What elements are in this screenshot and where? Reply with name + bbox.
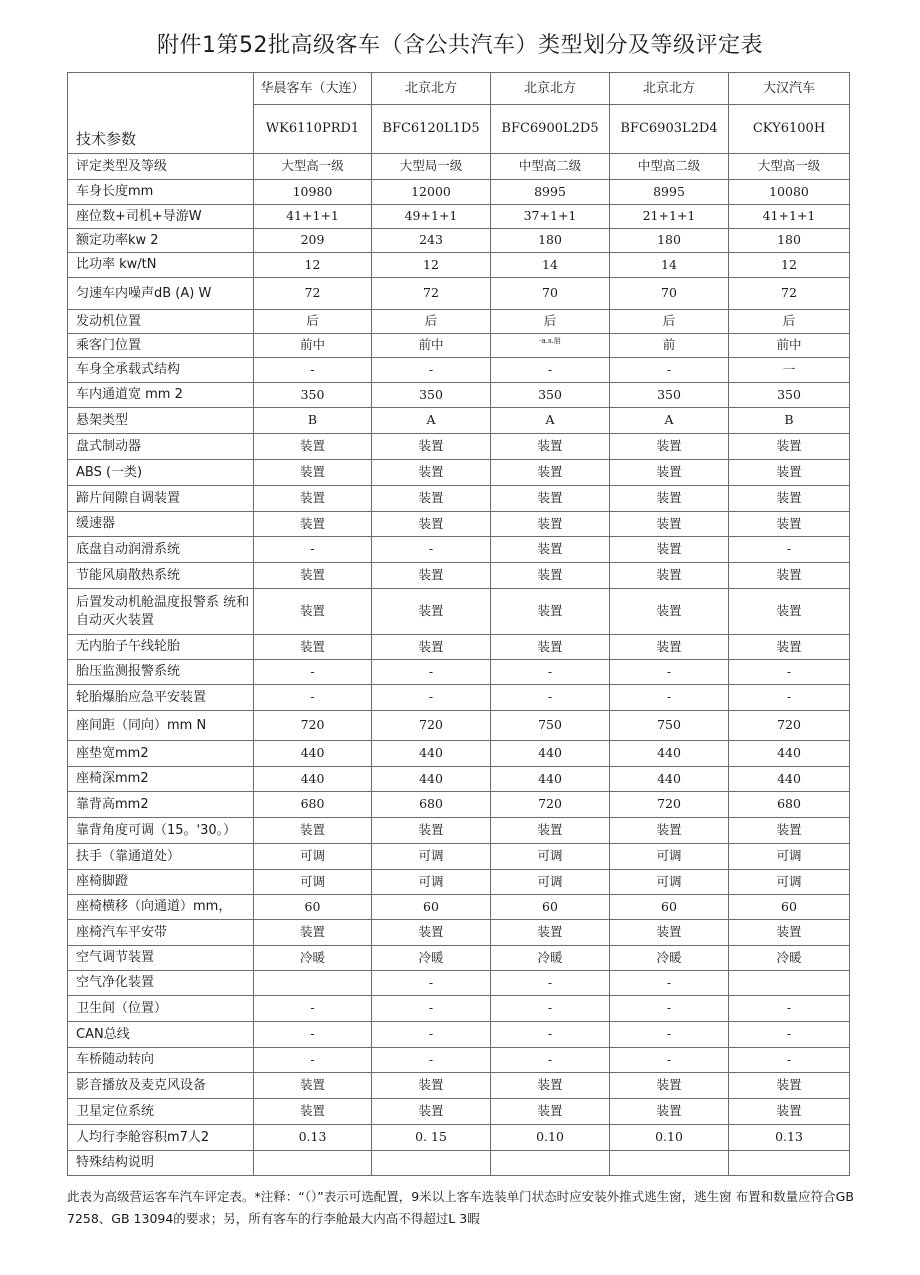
- value-cell: A: [491, 408, 610, 434]
- value-cell: 440: [610, 767, 729, 792]
- row-label: 缓速器: [68, 512, 254, 537]
- table-row: [68, 486, 850, 512]
- value-cell: 680: [254, 792, 372, 818]
- row-label: 特殊结构说明: [68, 1151, 254, 1176]
- value-cell: 12000: [372, 180, 491, 205]
- value-cell: 前中: [729, 334, 850, 358]
- value-cell: 装置: [372, 1099, 491, 1125]
- value-cell: 后: [610, 310, 729, 334]
- value-cell: 装置: [729, 1099, 850, 1125]
- model-cell: CKY6100H: [729, 105, 850, 154]
- value-cell: 一: [729, 358, 850, 383]
- table-row: [68, 711, 850, 741]
- value-cell: 可调: [729, 870, 850, 895]
- value-cell: 0.10: [491, 1125, 610, 1151]
- row-label: 胎压监测报警系统: [68, 660, 254, 685]
- value-cell: 72: [254, 278, 372, 310]
- value-cell: 720: [610, 792, 729, 818]
- value-cell: -: [372, 685, 491, 711]
- table-row: [68, 512, 850, 537]
- value-cell: B: [254, 408, 372, 434]
- row-label: 车身全承载式结构: [68, 358, 254, 383]
- value-cell: 440: [491, 741, 610, 767]
- value-cell: 750: [491, 711, 610, 741]
- value-cell: 350: [491, 383, 610, 408]
- value-cell: 可调: [372, 870, 491, 895]
- value-cell: 60: [372, 895, 491, 920]
- value-cell: 装置: [491, 1073, 610, 1099]
- row-label: 车桥随动转向: [68, 1048, 254, 1073]
- table-row: [68, 334, 850, 358]
- value-cell: -: [491, 358, 610, 383]
- value-cell: 装置: [491, 1099, 610, 1125]
- value-cell: 14: [491, 253, 610, 278]
- table-row: [68, 1125, 850, 1151]
- value-cell: 装置: [491, 460, 610, 486]
- value-cell: -: [254, 537, 372, 563]
- row-label: 人均行李舱容积m7人2: [68, 1125, 254, 1151]
- table-row: [68, 310, 850, 334]
- value-cell: 装置: [491, 920, 610, 946]
- value-cell: 680: [372, 792, 491, 818]
- value-cell: 装置: [729, 818, 850, 844]
- manufacturer-cell: 大汉汽车: [729, 73, 850, 105]
- value-cell: 装置: [254, 589, 372, 635]
- value-cell: 装置: [372, 920, 491, 946]
- value-cell: -: [254, 660, 372, 685]
- value-cell: 0.10: [610, 1125, 729, 1151]
- value-cell: 21+1+1: [610, 205, 729, 229]
- value-cell: 装置: [254, 1099, 372, 1125]
- param-header: 技术参数: [68, 73, 254, 154]
- value-cell: 装置: [610, 563, 729, 589]
- value-cell: 装置: [372, 818, 491, 844]
- value-cell: 可调: [254, 844, 372, 870]
- table-row: [68, 278, 850, 310]
- table-row: [68, 434, 850, 460]
- value-cell: -: [372, 971, 491, 996]
- model-cell: BFC6120L1D5: [372, 105, 491, 154]
- value-cell: 可调: [372, 844, 491, 870]
- value-cell: -: [610, 685, 729, 711]
- value-cell: 装置: [254, 818, 372, 844]
- table-row: [68, 1151, 850, 1176]
- value-cell: 装置: [610, 1073, 729, 1099]
- value-cell: 12: [254, 253, 372, 278]
- value-cell: 可调: [610, 844, 729, 870]
- value-cell: 装置: [491, 818, 610, 844]
- manufacturer-row: [68, 73, 850, 105]
- value-cell: 冷暖: [254, 946, 372, 971]
- value-cell: -: [610, 358, 729, 383]
- value-cell: 前中: [254, 334, 372, 358]
- table-row: [68, 229, 850, 253]
- value-cell: 180: [491, 229, 610, 253]
- row-label: 卫星定位系统: [68, 1099, 254, 1125]
- row-label: 座椅深mm2: [68, 767, 254, 792]
- row-label: 无内胎子午线轮胎: [68, 635, 254, 660]
- value-cell: 60: [729, 895, 850, 920]
- row-label: 影音播放及麦克风设备: [68, 1073, 254, 1099]
- value-cell: 装置: [729, 512, 850, 537]
- value-cell: -: [729, 685, 850, 711]
- value-cell: 装置: [610, 635, 729, 660]
- row-label: 空气净化装置: [68, 971, 254, 996]
- value-cell: 440: [372, 741, 491, 767]
- value-cell: -: [491, 1048, 610, 1073]
- value-cell: -a.s.朋: [491, 334, 610, 358]
- table-row: [68, 537, 850, 563]
- value-cell: 装置: [491, 486, 610, 512]
- footnote: 此表为高级营运客车汽车评定表。*注释：“（）”表示可选配置，9米以上客车选装单门状态时应安装外推式逃生窗，逃生窗 布置和数量应符合GB 7258、GB 13094的要求；另，所有客车的行李舱最大内高不得超过L 3暇: [67, 1189, 854, 1226]
- value-cell: B: [729, 408, 850, 434]
- value-cell: -: [254, 1022, 372, 1048]
- manufacturer-cell: 北京北方: [610, 73, 729, 105]
- table-row: [68, 154, 850, 180]
- row-label: 底盘自动润滑系统: [68, 537, 254, 563]
- table-row: [68, 460, 850, 486]
- value-cell: 720: [729, 711, 850, 741]
- value-cell: 440: [254, 767, 372, 792]
- value-cell: 440: [610, 741, 729, 767]
- row-label: 空气调节装置: [68, 946, 254, 971]
- value-cell: 装置: [254, 512, 372, 537]
- table-row: [68, 685, 850, 711]
- value-cell: 后: [729, 310, 850, 334]
- value-cell: 180: [729, 229, 850, 253]
- table-row: [68, 870, 850, 895]
- value-cell: -: [254, 685, 372, 711]
- value-cell: [610, 1151, 729, 1176]
- value-cell: -: [254, 358, 372, 383]
- row-label: 车身长度mm: [68, 180, 254, 205]
- value-cell: [729, 1151, 850, 1176]
- row-label: 匀速车内噪声dB (A) W: [68, 278, 254, 310]
- value-cell: 装置: [610, 1099, 729, 1125]
- model-cell: WK6110PRD1: [254, 105, 372, 154]
- value-cell: 装置: [491, 635, 610, 660]
- value-cell: 中型高二级: [491, 154, 610, 180]
- value-cell: 243: [372, 229, 491, 253]
- row-label: 座垫宽mm2: [68, 741, 254, 767]
- value-cell: 装置: [610, 512, 729, 537]
- value-cell: 前中: [372, 334, 491, 358]
- value-cell: 8995: [491, 180, 610, 205]
- row-label: 比功率 kw/tN: [68, 253, 254, 278]
- value-cell: 冷暖: [610, 946, 729, 971]
- manufacturer-cell: 北京北方: [372, 73, 491, 105]
- table-row: [68, 946, 850, 971]
- value-cell: [254, 1151, 372, 1176]
- table-row: [68, 741, 850, 767]
- value-cell: 440: [491, 767, 610, 792]
- value-cell: -: [372, 996, 491, 1022]
- value-cell: 60: [610, 895, 729, 920]
- page-title: 附件1第52批高级客车（含公共汽车）类型划分及等级评定表: [157, 33, 763, 58]
- value-cell: 350: [729, 383, 850, 408]
- value-cell: -: [729, 537, 850, 563]
- value-cell: 装置: [729, 920, 850, 946]
- value-cell: 后: [254, 310, 372, 334]
- table-row: [68, 358, 850, 383]
- value-cell: 装置: [610, 920, 729, 946]
- value-cell: -: [729, 1048, 850, 1073]
- row-label: 蹄片间隙自调装置: [68, 486, 254, 512]
- value-cell: 装置: [254, 460, 372, 486]
- value-cell: 中型高二级: [610, 154, 729, 180]
- table-row: [68, 253, 850, 278]
- table-row: [68, 660, 850, 685]
- row-label: 车内通道宽 mm 2: [68, 383, 254, 408]
- value-cell: 8995: [610, 180, 729, 205]
- row-label: 轮胎爆胎应急平安装置: [68, 685, 254, 711]
- value-cell: 装置: [254, 486, 372, 512]
- value-cell: 大型高一级: [729, 154, 850, 180]
- row-label: 后置发动机舱温度报警系 统和自动灭火装置: [68, 589, 254, 635]
- value-cell: -: [610, 971, 729, 996]
- value-cell: 12: [372, 253, 491, 278]
- value-cell: 装置: [610, 537, 729, 563]
- table-row: [68, 1099, 850, 1125]
- value-cell: 装置: [254, 1073, 372, 1099]
- value-cell: 可调: [254, 870, 372, 895]
- row-label: 座椅脚蹬: [68, 870, 254, 895]
- row-label: 座椅横移（向通道）mm，: [68, 895, 254, 920]
- value-cell: A: [372, 408, 491, 434]
- value-cell: 12: [729, 253, 850, 278]
- value-cell: 装置: [610, 589, 729, 635]
- value-cell: -: [610, 1048, 729, 1073]
- table-row: [68, 996, 850, 1022]
- row-label: 额定功率kw 2: [68, 229, 254, 253]
- value-cell: 680: [729, 792, 850, 818]
- value-cell: 可调: [491, 870, 610, 895]
- value-cell: -: [610, 1022, 729, 1048]
- table-row: [68, 818, 850, 844]
- value-cell: 装置: [729, 460, 850, 486]
- row-label: 卫生间（位置）: [68, 996, 254, 1022]
- value-cell: -: [491, 996, 610, 1022]
- value-cell: 41+1+1: [254, 205, 372, 229]
- value-cell: 720: [491, 792, 610, 818]
- value-cell: -: [491, 660, 610, 685]
- value-cell: -: [491, 685, 610, 711]
- value-cell: 装置: [372, 460, 491, 486]
- value-cell: 装置: [372, 512, 491, 537]
- table-row: [68, 792, 850, 818]
- row-label: 悬架类型: [68, 408, 254, 434]
- value-cell: [372, 1151, 491, 1176]
- value-cell: 41+1+1: [729, 205, 850, 229]
- value-cell: 440: [372, 767, 491, 792]
- value-cell: 装置: [610, 434, 729, 460]
- value-cell: 装置: [372, 1073, 491, 1099]
- value-cell: 装置: [729, 635, 850, 660]
- manufacturer-cell: 华晨客车（大连）: [254, 73, 372, 105]
- value-cell: 装置: [491, 537, 610, 563]
- value-cell: 冷暖: [491, 946, 610, 971]
- table-row: [68, 383, 850, 408]
- value-cell: -: [372, 660, 491, 685]
- value-cell: [491, 1151, 610, 1176]
- value-cell: 49+1+1: [372, 205, 491, 229]
- value-cell: 209: [254, 229, 372, 253]
- value-cell: A: [610, 408, 729, 434]
- value-cell: 350: [610, 383, 729, 408]
- value-cell: 装置: [372, 635, 491, 660]
- value-cell: [254, 971, 372, 996]
- value-cell: 装置: [729, 589, 850, 635]
- value-cell: 180: [610, 229, 729, 253]
- table-row: [68, 844, 850, 870]
- table-row: [68, 589, 850, 635]
- value-cell: -: [729, 996, 850, 1022]
- value-cell: 37+1+1: [491, 205, 610, 229]
- value-cell: -: [254, 996, 372, 1022]
- value-cell: 可调: [610, 870, 729, 895]
- value-cell: -: [610, 660, 729, 685]
- row-label: 扶手（靠通道处）: [68, 844, 254, 870]
- value-cell: 装置: [610, 486, 729, 512]
- value-cell: 装置: [372, 486, 491, 512]
- value-cell: 440: [254, 741, 372, 767]
- value-cell: -: [372, 537, 491, 563]
- value-cell: -: [372, 1022, 491, 1048]
- value-cell: 60: [491, 895, 610, 920]
- value-cell: 350: [254, 383, 372, 408]
- value-cell: 750: [610, 711, 729, 741]
- value-cell: 720: [254, 711, 372, 741]
- value-cell: 70: [491, 278, 610, 310]
- value-cell: 440: [729, 767, 850, 792]
- model-cell: BFC6900L2D5: [491, 105, 610, 154]
- value-cell: 前: [610, 334, 729, 358]
- table-row: [68, 205, 850, 229]
- table-row: [68, 1073, 850, 1099]
- value-cell: 装置: [372, 589, 491, 635]
- row-label: 座椅汽车平安带: [68, 920, 254, 946]
- value-cell: 大型局一级: [372, 154, 491, 180]
- value-cell: 装置: [491, 589, 610, 635]
- value-cell: 冷暖: [729, 946, 850, 971]
- row-label: 靠背高mm2: [68, 792, 254, 818]
- table-row: [68, 895, 850, 920]
- value-cell: 装置: [372, 563, 491, 589]
- value-cell: -: [372, 1048, 491, 1073]
- row-label: ABS (一类): [68, 460, 254, 486]
- value-cell: 装置: [254, 563, 372, 589]
- value-cell: 装置: [491, 434, 610, 460]
- row-label: 乘客门位置: [68, 334, 254, 358]
- value-cell: -: [729, 1022, 850, 1048]
- value-cell: 72: [372, 278, 491, 310]
- table-row: [68, 1048, 850, 1073]
- value-cell: 装置: [254, 434, 372, 460]
- value-cell: -: [254, 1048, 372, 1073]
- value-cell: 后: [372, 310, 491, 334]
- value-cell: 装置: [254, 635, 372, 660]
- value-cell: 10080: [729, 180, 850, 205]
- spec-table: [67, 72, 850, 1176]
- value-cell: 440: [729, 741, 850, 767]
- value-cell: 14: [610, 253, 729, 278]
- value-cell: 0.13: [729, 1125, 850, 1151]
- value-cell: 装置: [372, 434, 491, 460]
- value-cell: 装置: [729, 563, 850, 589]
- value-cell: 720: [372, 711, 491, 741]
- value-cell: 350: [372, 383, 491, 408]
- value-cell: 装置: [729, 486, 850, 512]
- model-cell: BFC6903L2D4: [610, 105, 729, 154]
- value-cell: -: [729, 660, 850, 685]
- row-label: 盘式制动器: [68, 434, 254, 460]
- table-row: [68, 1022, 850, 1048]
- value-cell: 装置: [254, 920, 372, 946]
- value-cell: 可调: [729, 844, 850, 870]
- row-label: 座位数+司机+导游W: [68, 205, 254, 229]
- value-cell: 大型高一级: [254, 154, 372, 180]
- row-label: CAN总线: [68, 1022, 254, 1048]
- value-cell: 72: [729, 278, 850, 310]
- value-cell: 装置: [729, 1073, 850, 1099]
- value-cell: 可调: [491, 844, 610, 870]
- table-row: [68, 180, 850, 205]
- value-cell: 装置: [729, 434, 850, 460]
- table-row: [68, 920, 850, 946]
- value-cell: 装置: [491, 512, 610, 537]
- value-cell: 冷暖: [372, 946, 491, 971]
- manufacturer-cell: 北京北方: [491, 73, 610, 105]
- row-label: 座间距（同向）mm N: [68, 711, 254, 741]
- value-cell: 60: [254, 895, 372, 920]
- row-label: 靠背角度可调（15。'30。）: [68, 818, 254, 844]
- table-row: [68, 408, 850, 434]
- value-cell: 0.13: [254, 1125, 372, 1151]
- row-label: 发动机位置: [68, 310, 254, 334]
- row-label: 评定类型及等级: [68, 154, 254, 180]
- table-row: [68, 563, 850, 589]
- value-cell: 后: [491, 310, 610, 334]
- table-row: [68, 635, 850, 660]
- value-cell: [729, 971, 850, 996]
- value-cell: 10980: [254, 180, 372, 205]
- value-cell: -: [491, 971, 610, 996]
- value-cell: -: [491, 1022, 610, 1048]
- value-cell: -: [372, 358, 491, 383]
- table-row: [68, 767, 850, 792]
- value-cell: 装置: [610, 460, 729, 486]
- value-cell: 70: [610, 278, 729, 310]
- value-cell: 装置: [610, 818, 729, 844]
- value-cell: -: [610, 996, 729, 1022]
- table-row: [68, 971, 850, 996]
- value-cell: 装置: [491, 563, 610, 589]
- row-label: 节能风扇散热系统: [68, 563, 254, 589]
- value-cell: 0. 15: [372, 1125, 491, 1151]
